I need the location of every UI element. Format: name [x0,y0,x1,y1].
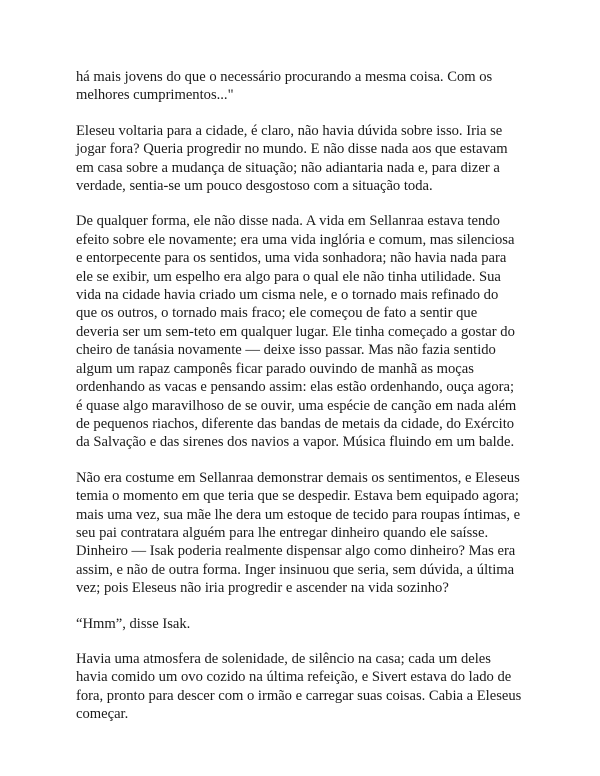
text-line: Havia uma atmosfera de solenidade, de silêncio na casa; cada um deles [76,650,491,667]
text-line: temia o momento em que teria que se despedir. Estava bem equipado agora; [76,488,519,505]
text-line: Dinheiro — Isak poderia realmente dispensar algo como dinheiro? Mas era [76,543,516,560]
text-line: que os outros, o tornado mais fraco; ele começou de fato a sentir que [76,305,478,322]
text-line: “Hmm”, disse Isak. [76,615,191,632]
text-line: algum um rapaz camponês ficar parado ouvindo de manhã as moças [76,360,474,377]
text-line: fora, pronto para descer com o irmão e carregar suas coisas. Cabia a Eleseus [76,687,522,704]
text-line: Não era costume em Sellanraa demonstrar demais os sentimentos, e Eleseus [76,469,520,486]
text-line: vez; pois Eleseus não iria progredir e ascender na vida sozinho? [76,580,449,597]
text-line: havia comido um ovo cozido na última refeição, e Sivert estava do lado de [76,669,512,686]
text-line: da Salvação e das sirenes dos navios a vapor. Música fluindo em um balde. [76,434,515,451]
text-line: verdade, sentia-se um pouco desgostoso com a situação toda. [76,178,433,195]
text-line: mais uma vez, sua mãe lhe dera um estoque de tecido para roupas íntimas, e [76,506,521,523]
text-line: cheiro de tanásia novamente — deixe isso passar. Mas não fazia sentido [76,342,496,359]
text-line: e entorpecente para os sentidos, uma vida sonhadora; não havia nada para [76,250,507,267]
text-line: De qualquer forma, ele não disse nada. A vida em Sellanraa estava tendo [76,213,500,230]
text-line: melhores cumprimentos..." [76,87,234,104]
text-line: ele se exibir, um espelho era algo para o qual ele não tinha utilidade. Sua [76,268,501,285]
text-line: vida na cidade havia criado um cisma nele, e o tornado mais refinado do [76,287,499,304]
text-line: efeito sobre ele novamente; era uma vida inglória e comum, mas silenciosa [76,231,515,248]
text-line: Eleseu voltaria para a cidade, é claro, não havia dúvida sobre isso. Iria se [76,122,503,139]
text-line: é quase algo maravilhoso de se ouvir, uma espécie de canção em nada além [76,397,517,414]
text-line: começar. [76,706,129,723]
text-line: em casa sobre a mudança de situação; não adiantaria nada e, para dizer a [76,159,500,176]
paragraph [76,615,536,633]
text-line: há mais jovens do que o necessário procurando a mesma coisa. Com os [76,69,493,85]
paragraph [76,650,536,724]
text-line: deveria ser um sem-teto em qualquer lugar. Ele tinha começado a gostar do [76,323,515,340]
body-text [76,68,536,741]
text-line: ordenhando as vacas e pensando assim: elas estão ordenhando, ouça agora; [76,379,515,396]
paragraph [76,68,536,105]
text-line: de pequenos riachos, diferente das bandas de metais da cidade, do Exército [76,415,515,432]
text-line: jogar fora? Queria progredir no mundo. E não disse nada aos que estavam [76,141,508,158]
text-line: seu pai contratara alguém para lhe entregar dinheiro quando ele saísse. [76,524,489,541]
paragraph [76,469,536,598]
text-line: assim, e não de outra forma. Inger insinuou que seria, sem dúvida, a última [76,561,515,578]
paragraph [76,212,536,451]
paragraph [76,122,536,196]
